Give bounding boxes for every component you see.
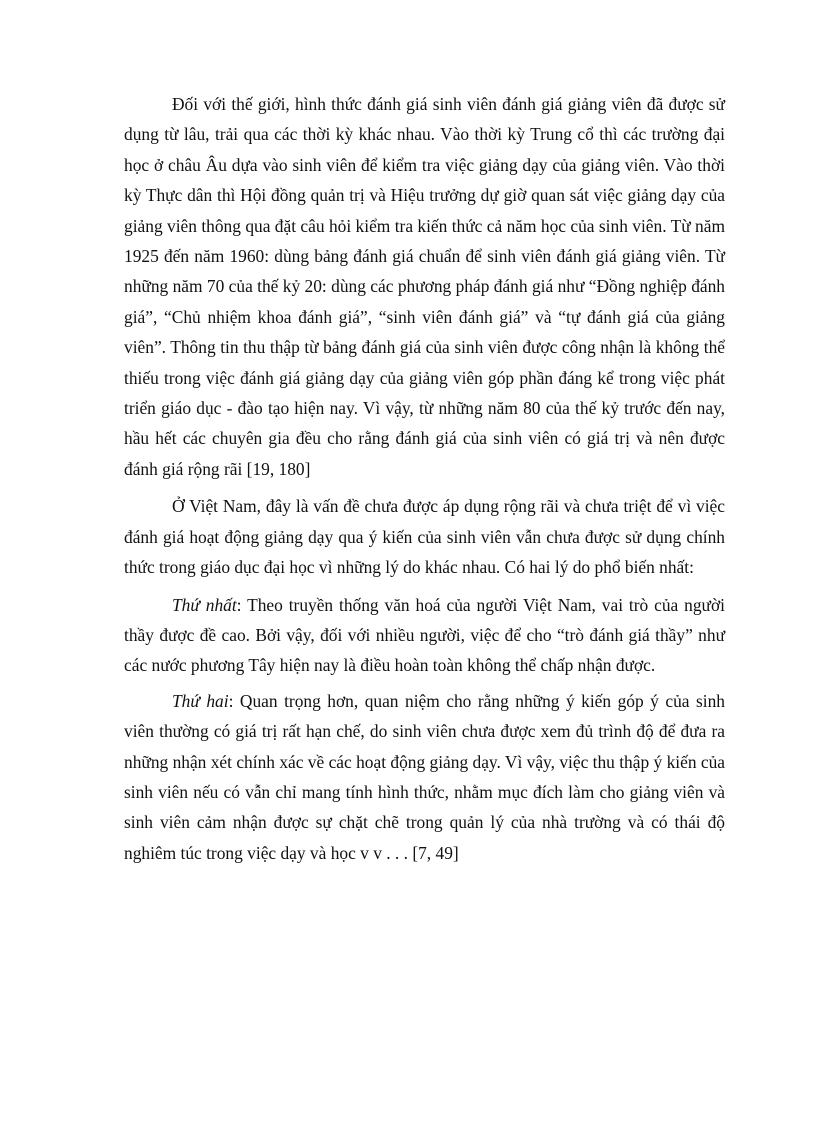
paragraph-text: : Quan trọng hơn, quan niệm cho rằng những ý kiến góp ý của sinh viên thường có giá trị rất hạn chế, do sinh viên chưa được xem đủ trình độ để đưa ra những nhận xét chính xác về các hoạt động giảng dạy. Vì vậy, việc thu thập ý kiến của sinh viên nếu có vẫn chỉ mang tính hình thức, nhằm mục đích làm cho giảng viên và sinh viên cảm nhận được sự chặt chẽ trong quản lý của nhà trường và có thái độ nghiêm túc trong việc dạy và học v v . . . [7, 49] — [124, 690, 725, 863]
document-page — [124, 89, 725, 875]
paragraph-lead: Thứ hai — [172, 690, 229, 711]
paragraph-lead: Thứ nhất — [172, 594, 237, 615]
paragraph-text: : Theo truyền thống văn hoá của người Việt Nam, vai trò của người thầy được đề cao. Bởi vậy, đối với nhiều người, việc để cho “trò đánh giá thầy” như các nước phương Tây hiện nay là điều hoàn toàn không thể chấp nhận được. — [124, 594, 726, 676]
paragraph-reason-second — [124, 686, 725, 868]
paragraph-text: Đối với thế giới, hình thức đánh giá sinh viên đánh giá giảng viên đã được sử dụng từ lâu, trải qua các thời kỳ khác nhau. Vào thời kỳ Trung cổ thì các trường đại học ở châu Âu dựa vào sinh viên để kiểm tra việc giảng dạy của giảng viên. Vào thời kỳ Thực dân thì Hội đồng quản trị và Hiệu trưởng dự giờ quan sát việc giảng dạy của giảng viên thông qua đặt câu hỏi kiểm tra kiến thức cả năm học của sinh viên. Từ năm 1925 đến năm 1960: dùng bảng đánh giá chuẩn để sinh viên đánh giá giảng viên. Từ những năm 70 của thế kỷ 20: dùng các phương pháp đánh giá như “Đồng nghiệp đánh giá”, “Chủ nhiệm khoa đánh giá”, “sinh viên đánh giá” và “tự đánh giá của giảng viên”. Thông tin thu thập từ bảng đánh giá của sinh viên được công nhận là không thể thiếu trong việc đánh giá giảng dạy của giảng viên góp phần đáng kể trong việc phát triển giáo dục - đào tạo hiện nay. Vì vậy, từ những năm 80 của thế kỷ trước đến nay, hầu hết các chuyên gia đều cho rằng đánh giá của sinh viên có giá trị và nên được đánh giá rộng rãi [19, 180] — [124, 94, 725, 479]
paragraph-reason-first — [124, 590, 725, 681]
paragraph-vietnam — [124, 491, 725, 582]
paragraph-world-history — [124, 89, 725, 484]
paragraph-text: Ở Việt Nam, đây là vấn đề chưa được áp dụng rộng rãi và chưa triệt để vì việc đánh giá hoạt động giảng dạy qua ý kiến của sinh viên vẫn chưa được sử dụng chính thức trong giáo dục đại học vì những lý do khác nhau. Có hai lý do phổ biến nhất: — [124, 496, 725, 578]
